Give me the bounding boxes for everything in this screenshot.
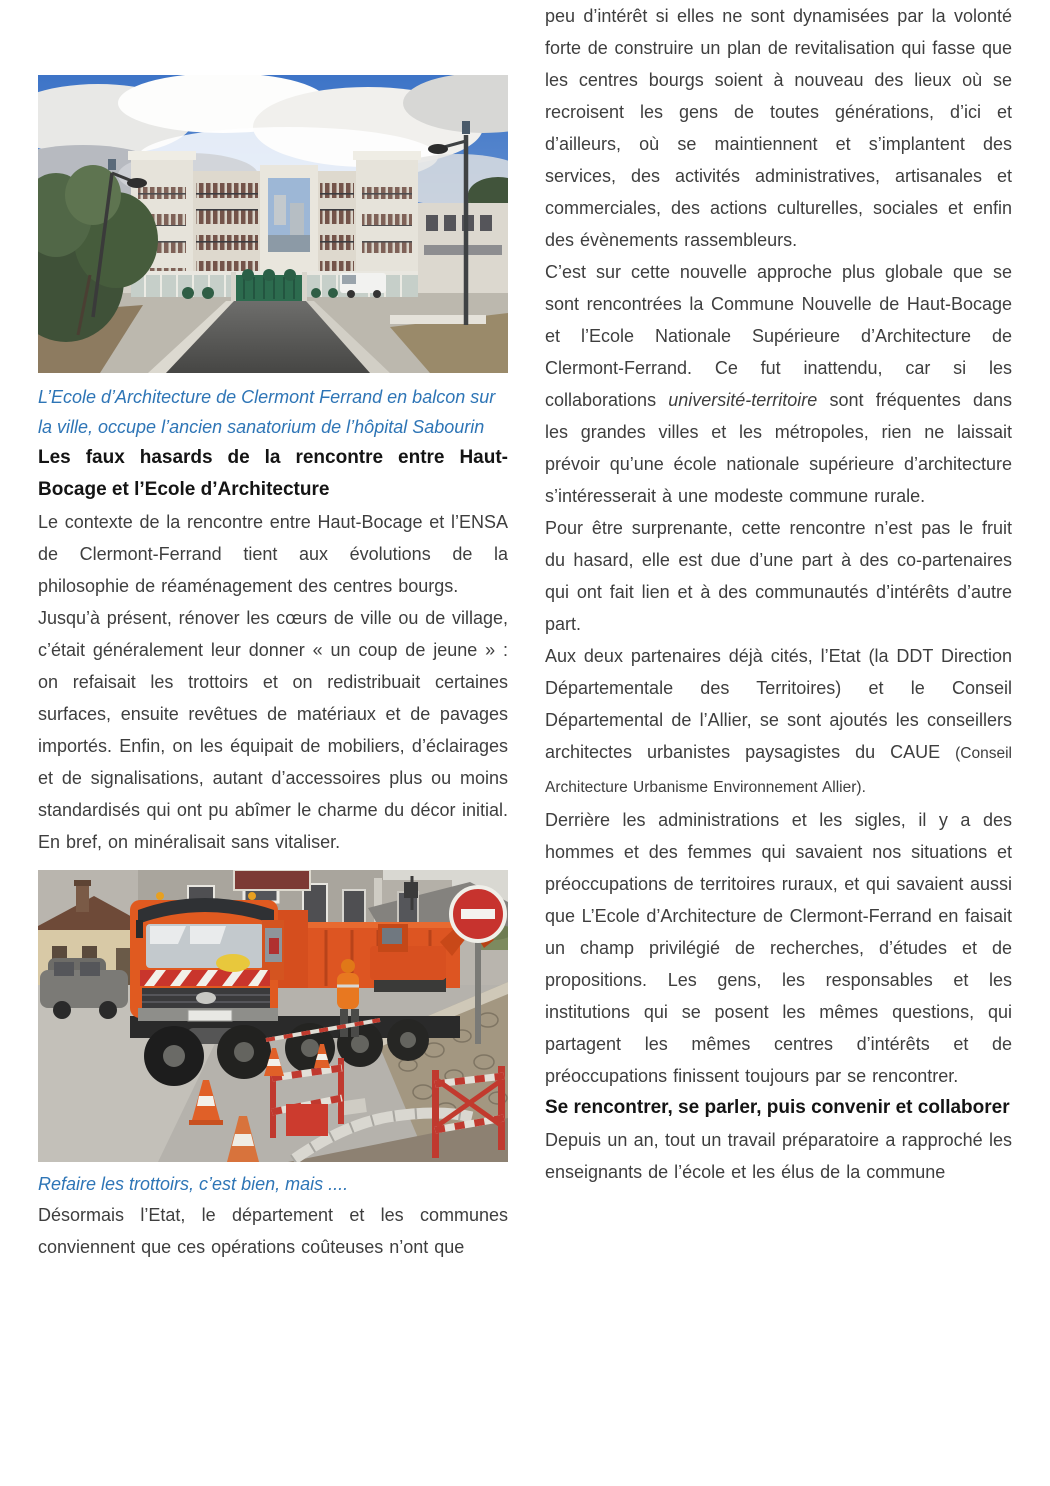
left-column	[38, 0, 508, 1486]
photo-ecole-architecture	[38, 75, 508, 373]
section-heading-faux-hasards: Les faux hasards de la rencontre entre Haut-Bocage et l’Ecole d’Architecture	[38, 447, 508, 500]
photo-ecole-architecture-svg	[38, 75, 508, 373]
green-gate	[231, 269, 307, 302]
photo-travaux-trottoirs	[38, 870, 508, 1162]
right-column	[545, 0, 1012, 1486]
paragraph-contexte: Le contexte de la rencontre entre Haut-Bocage et l’ENSA de Clermont-Ferrand tient aux évolutions de la philosophie de réaménagement des centres bourgs.	[38, 512, 508, 596]
italic-universite-territoire: université-territoire	[668, 390, 818, 410]
photo1-caption: L’Ecole d’Architecture de Clermont Ferrand en balcon sur la ville, occupe l’ancien sanatorium de l’hôpital Sabourin	[38, 387, 496, 437]
paragraph-peu-dinteret: peu d’intérêt si elles ne sont dynamisées par la volonté forte de construire un plan de revitalisation qui fasse que les centres bourgs soient à nouveau des lieux où se recroisent les gens de toutes générations, d’ici et d’ailleurs, où se maintiennent et s’implantent des services, des activités administratives, artisanales et commerciales, des actions culturelles, sociales et enfin des évènements rassembleurs.	[545, 6, 1012, 250]
paragraph-desormais: Désormais l’Etat, le département et les communes conviennent que ces opérations coûteuses n’ont que	[38, 1205, 508, 1257]
paragraph-part: C’est sur cette nouvelle approche plus globale que se sont rencontrées la Commune Nouvelle de Haut-Bocage et l’Ecole Nationale Supérieure d’Architecture de Clermont-Ferrand. Ce fut inattendu, car si les collaborations	[545, 262, 1012, 410]
paragraph-pour-etre-surprenante: Pour être surprenante, cette rencontre n’est pas le fruit du hasard, elle est due d’une part à des co-partenaires qui ont fait lien et à des communautés d’intérêts d’autre part.	[545, 518, 1012, 634]
paragraph-depuis-un-an: Depuis un an, tout un travail préparatoire a rapproché les enseignants de l’école et les élus de la commune	[545, 1130, 1012, 1182]
paragraph-part: sont fréquentes dans les grandes villes et les métropoles, rien ne laissait prévoir qu’une école nationale supérieure d’architecture s’intéresserait à une modeste commune rurale.	[545, 390, 1012, 506]
caue-definition-note: (Conseil Architecture Urbanisme Environnement Allier).	[545, 745, 1012, 796]
paragraph-part: Aux deux partenaires déjà cités, l’Etat (la DDT Direction Départementale des Territoires) et le Conseil Départemental de l’Allier, se sont ajoutés les conseillers architectes urbanistes paysagistes du CAUE	[545, 646, 1012, 762]
paragraph-aux-deux-partenaires	[545, 640, 1012, 804]
photo2-caption: Refaire les trottoirs, c’est bien, mais ....	[38, 1174, 349, 1194]
paragraph-derriere-les-administrations: Derrière les administrations et les sigles, il y a des hommes et des femmes qui savaient nos situations et préoccupations de territoires ruraux, et qui savaient aussi que L’Ecole d’Architecture de Clermont-Ferrand en faisait un champ privilégié de recherches, d’études et de propositions. Les gens, les responsables et les institutions qui se posent les mêmes questions, qui partagent les mêmes centres d’intérêts et de préoccupations finissent toujours par se rencontrer.	[545, 810, 1012, 1086]
paragraph-nouvelle-approche	[545, 256, 1012, 512]
paragraph-jusqua-present: Jusqu’à présent, rénover les cœurs de ville ou de village, c’était généralement leur donner « un coup de jeune » : on refaisait les trottoirs et on redistribuait certaines surfaces, ensuite revêtues de matériaux et de pavages importés. Enfin, on les équipait de mobiliers, d’éclairages et de signalisations, autant d’accessoires plus ou moins standardisés qui ont pu abîmer le charme du décor initial. En bref, on minéralisait sans vitaliser.	[38, 608, 508, 852]
section-heading-se-rencontrer: Se rencontrer, se parler, puis convenir et collaborer	[545, 1097, 1010, 1118]
photo-travaux-svg	[38, 870, 508, 1162]
